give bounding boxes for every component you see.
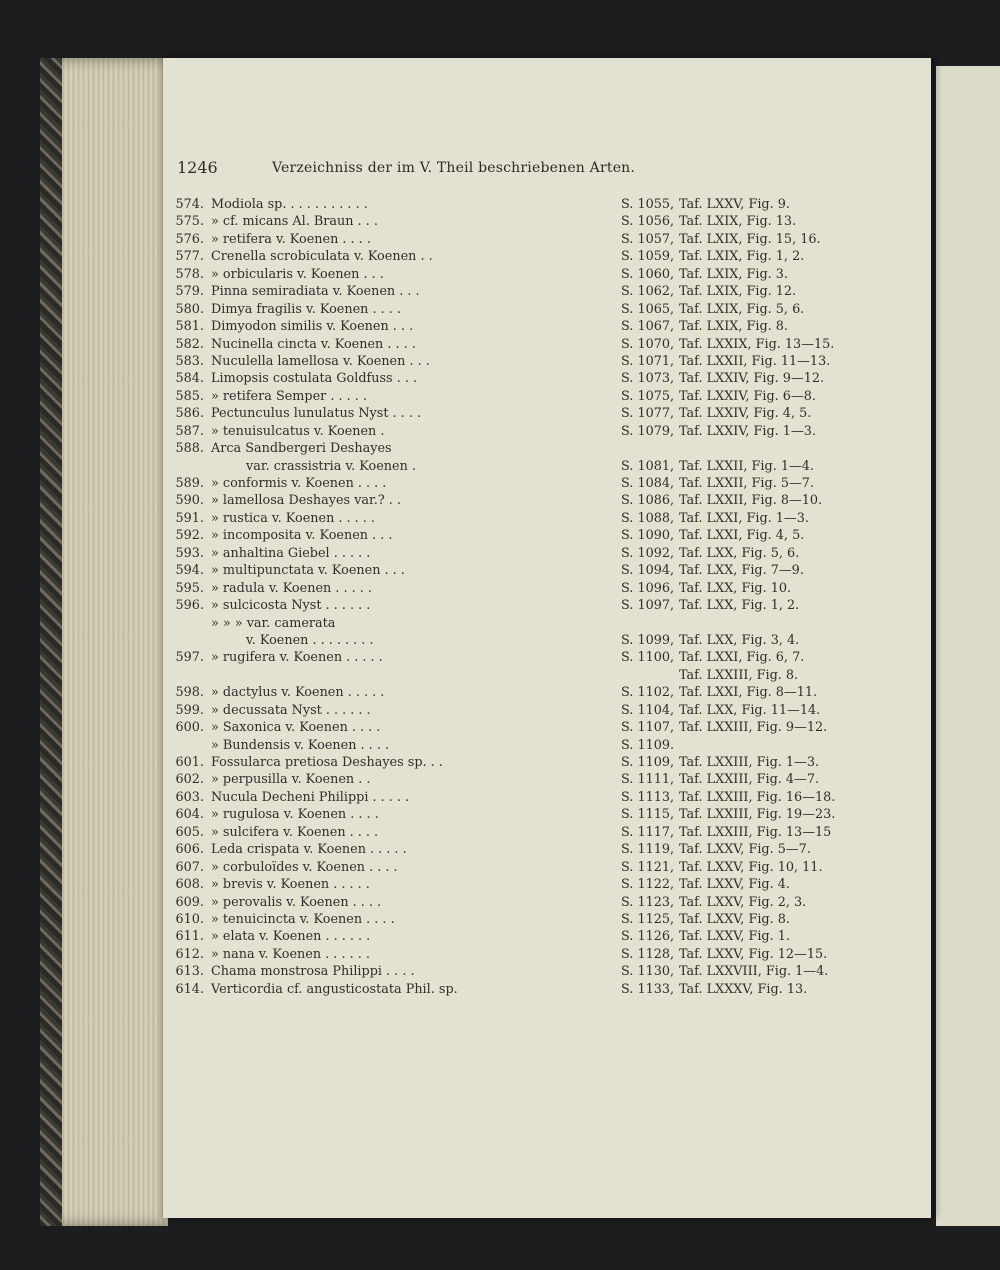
entry-number: 584.: [175, 371, 204, 387]
species-name: » conformis v. Koenen . . . .: [211, 476, 387, 491]
species-name: » tenuicincta v. Koenen . . . .: [211, 911, 395, 927]
species-name: Chama monstrosa Philippi . . . .: [211, 964, 415, 980]
running-title: Verzeichniss der im V. Theil beschriebenen Arten.: [272, 160, 636, 176]
page-reference: S. 1065,: [621, 301, 675, 317]
entry-number: 574.: [175, 197, 204, 212]
index-entry: [170, 860, 870, 877]
species-name: Limopsis costulata Goldfuss . . .: [211, 371, 418, 387]
reference: [621, 424, 816, 439]
page-reference: S. 1073,: [621, 371, 675, 387]
entry-number: 605.: [175, 824, 204, 840]
index-entry: [170, 563, 870, 580]
plate-reference: Taf. LXXIII, Fig. 1—3.: [679, 755, 820, 770]
index-entry: [170, 685, 870, 702]
reference: [621, 598, 799, 613]
species-name: Dimya fragilis v. Koenen . . . .: [211, 301, 401, 317]
reference: [621, 860, 823, 875]
index-entry: [170, 493, 870, 510]
species-name: Nuculella lamellosa v. Koenen . . .: [211, 353, 430, 369]
page-reference: S. 1117,: [621, 824, 675, 840]
page-reference: S. 1090,: [621, 528, 675, 544]
plate-reference: Taf. LXIX, Fig. 3.: [679, 266, 789, 282]
reference: [621, 895, 806, 910]
species-name: » brevis v. Koenen . . . . .: [211, 877, 370, 893]
page-reference: S. 1113,: [621, 789, 675, 805]
index-entry: [170, 650, 870, 667]
reference: [621, 633, 799, 648]
index-entry: [170, 319, 870, 336]
reference: [621, 337, 834, 352]
reference: [621, 668, 798, 683]
reference: [621, 441, 679, 456]
page-reference: S. 1079,: [621, 423, 675, 439]
species-name: Dimyodon similis v. Koenen . . .: [211, 319, 414, 335]
entry-number: 589.: [175, 476, 204, 491]
page-reference: S. 1104,: [621, 702, 675, 718]
index-entry: [170, 772, 870, 789]
reference: [621, 284, 796, 299]
page-reference: S. 1133,: [621, 981, 675, 997]
index-entry: [170, 616, 870, 633]
index-entry: [170, 214, 870, 231]
species-name: » anhaltina Giebel . . . . .: [211, 545, 371, 561]
index-entry: [170, 354, 870, 371]
index-entry: [170, 633, 870, 650]
plate-reference: Taf. LXXV, Fig. 9.: [679, 197, 790, 212]
species-name: » perovalis v. Koenen . . . .: [211, 894, 382, 910]
species-name: » incomposita v. Koenen . . .: [211, 528, 393, 544]
reference: [621, 650, 804, 665]
species-name: » cf. micans Al. Braun . . .: [211, 214, 378, 230]
plate-reference: Taf. LXX, Fig. 3, 4.: [679, 632, 800, 648]
plate-reference: Taf. LXXV, Fig. 5—7.: [679, 842, 811, 858]
page-reference: S. 1115,: [621, 807, 675, 823]
entry-number: 602.: [175, 772, 204, 788]
reference: [621, 825, 831, 840]
species-index-list: [170, 197, 870, 999]
entry-number: 609.: [175, 894, 204, 910]
entry-number: 592.: [175, 528, 204, 544]
entry-number: 595.: [175, 580, 204, 596]
reference: [621, 459, 814, 474]
page-reference: S. 1071,: [621, 353, 675, 369]
entry-number: 585.: [175, 388, 204, 404]
species-name: Verticordia cf. angusticostata Phil. sp.: [211, 981, 458, 997]
index-entry: [170, 546, 870, 563]
plate-reference: Taf. LXXV, Fig. 10, 11.: [679, 859, 823, 875]
page-reference: S. 1130,: [621, 964, 675, 980]
reference: [621, 877, 790, 892]
species-name: » sulcifera v. Koenen . . . .: [211, 824, 379, 840]
entry-number: 581.: [175, 319, 204, 335]
entry-number: 594.: [175, 563, 204, 579]
species-name: » multipunctata v. Koenen . . .: [211, 563, 405, 579]
plate-reference: Taf. LXIX, Fig. 5, 6.: [679, 301, 805, 317]
species-name: » radula v. Koenen . . . . .: [211, 580, 372, 596]
index-entry: [170, 842, 870, 859]
page-reference: S. 1059,: [621, 249, 675, 265]
plate-reference: Taf. LXXIV, Fig. 9—12.: [679, 371, 825, 387]
plate-reference: Taf. LXX, Fig. 10.: [679, 580, 792, 596]
page-reference: S. 1094,: [621, 563, 675, 579]
plate-reference: Taf. LXXV, Fig. 12—15.: [679, 946, 828, 962]
reference: [621, 842, 811, 857]
entry-number: 591.: [175, 510, 204, 526]
page-reference: S. 1123,: [621, 894, 675, 910]
plate-reference: Taf. LXXV, Fig. 2, 3.: [679, 894, 807, 910]
plate-reference: Taf. LXXIX, Fig. 13—15.: [679, 336, 835, 352]
plate-reference: Taf. LXXVIII, Fig. 1—4.: [679, 964, 829, 980]
species-name: » elata v. Koenen . . . . . .: [211, 929, 371, 945]
species-name: » nana v. Koenen . . . . . .: [211, 946, 370, 962]
entry-number: 611.: [175, 929, 204, 945]
reference: [621, 772, 819, 787]
plate-reference: Taf. LXXV, Fig. 8.: [679, 911, 790, 927]
entry-number: 599.: [175, 702, 204, 718]
index-entry: [170, 371, 870, 388]
page-reference: S. 1062,: [621, 284, 675, 300]
index-entry: [170, 197, 870, 214]
plate-reference: Taf. LXXIII, Fig. 19—23.: [679, 807, 836, 823]
reference: [621, 685, 817, 700]
plate-reference: Taf. LXXII, Fig. 5—7.: [679, 476, 814, 491]
species-name: » retifera Semper . . . . .: [211, 388, 367, 404]
entry-number: 613.: [175, 964, 204, 980]
page-reference: S. 1122,: [621, 877, 675, 893]
reference: [621, 703, 820, 718]
index-entry: [170, 738, 870, 755]
page-reference: S. 1109,: [621, 755, 675, 770]
reference: [621, 319, 788, 334]
page-reference: S. 1056,: [621, 214, 675, 230]
entry-number: 612.: [175, 946, 204, 962]
index-entry: [170, 668, 870, 685]
reference: [621, 493, 822, 508]
species-name: » dactylus v. Koenen . . . . .: [211, 685, 385, 701]
index-entry: [170, 947, 870, 964]
entry-number: 603.: [175, 789, 204, 805]
species-name: Pinna semiradiata v. Koenen . . .: [211, 284, 420, 300]
species-name: Crenella scrobiculata v. Koenen . .: [211, 249, 433, 265]
reference: [621, 476, 814, 491]
page-reference: S. 1097,: [621, 598, 675, 614]
entry-number: 610.: [175, 911, 204, 927]
plate-reference: Taf. LXIX, Fig. 8.: [679, 319, 789, 335]
reference: [621, 197, 790, 212]
plate-reference: Taf. LXX, Fig. 7—9.: [679, 563, 804, 579]
entry-number: 604.: [175, 807, 204, 823]
index-entry: [170, 249, 870, 266]
page-reference: S. 1125,: [621, 911, 675, 927]
index-entry: [170, 790, 870, 807]
plate-reference: Taf. LXXXV, Fig. 13.: [679, 981, 808, 997]
reference: [621, 616, 679, 631]
index-entry: [170, 982, 870, 999]
entry-number: 607.: [175, 859, 204, 875]
species-name: var. crassistria v. Koenen .: [246, 458, 416, 474]
plate-reference: Taf. LXXIII, Fig. 8.: [679, 667, 799, 683]
entry-number: 601.: [175, 755, 204, 770]
species-name: » orbicularis v. Koenen . . .: [211, 266, 384, 282]
plate-reference: Taf. LXXIII, Fig. 13—15: [679, 824, 832, 840]
page-reference: S. 1075,: [621, 388, 675, 404]
index-entry: [170, 720, 870, 737]
page-reference: S. 1128,: [621, 946, 675, 962]
entry-number: 606.: [175, 842, 204, 858]
reference: [621, 249, 804, 264]
plate-reference: Taf. LXIX, Fig. 12.: [679, 284, 797, 300]
index-entry: [170, 807, 870, 824]
index-entry: [170, 406, 870, 423]
page-number: 1246: [177, 158, 218, 177]
plate-reference: Taf. LXX, Fig. 11—14.: [679, 702, 821, 718]
species-name: Nucinella cincta v. Koenen . . . .: [211, 336, 416, 352]
index-entry: [170, 459, 870, 476]
species-name: Pectunculus lunulatus Nyst . . . .: [211, 406, 422, 422]
reference: [621, 389, 816, 404]
species-name: » perpusilla v. Koenen . .: [211, 772, 371, 788]
reference: [621, 528, 804, 543]
page-reference: S. 1081,: [621, 458, 675, 474]
index-entry: [170, 825, 870, 842]
index-entry: [170, 302, 870, 319]
species-name: » corbuloïdes v. Koenen . . . .: [211, 859, 398, 875]
species-name: » rugulosa v. Koenen . . . .: [211, 807, 379, 823]
entry-number: 577.: [175, 249, 204, 265]
entry-number: 575.: [175, 214, 204, 230]
page-reference: S. 1119,: [621, 842, 675, 858]
reference: [621, 371, 824, 386]
plate-reference: Taf. LXIX, Fig. 15, 16.: [679, 231, 821, 247]
index-entry: [170, 389, 870, 406]
entry-number: 608.: [175, 877, 204, 893]
species-name: » retifera v. Koenen . . . .: [211, 231, 371, 247]
plate-reference: Taf. LXXIII, Fig. 16—18.: [679, 789, 836, 805]
index-entry: [170, 511, 870, 528]
reference: [621, 720, 827, 735]
plate-reference: Taf. LXIX, Fig. 1, 2.: [679, 249, 805, 265]
species-name: Fossularca pretiosa Deshayes sp. . .: [211, 755, 443, 770]
entry-number: 596.: [175, 598, 204, 614]
index-entry: [170, 598, 870, 615]
page-reference: S. 1107,: [621, 720, 675, 736]
index-entry: [170, 441, 870, 458]
index-entry: [170, 929, 870, 946]
entry-number: 582.: [175, 336, 204, 352]
index-entry: [170, 267, 870, 284]
index-entry: [170, 912, 870, 929]
plate-reference: Taf. LXXI, Fig. 4, 5.: [679, 528, 805, 544]
reference: [621, 912, 790, 927]
plate-reference: Taf. LXXI, Fig. 1—3.: [679, 510, 809, 526]
reference: [621, 354, 830, 369]
reference: [621, 982, 807, 997]
reference: [621, 214, 796, 229]
page-reference: S. 1088,: [621, 510, 675, 526]
plate-reference: Taf. LXXI, Fig. 8—11.: [679, 685, 818, 701]
plate-reference: Taf. LXXV, Fig. 1.: [679, 929, 790, 945]
species-name: » tenuisulcatus v. Koenen .: [211, 423, 385, 439]
page-reference: S. 1121,: [621, 859, 675, 875]
index-entry: [170, 703, 870, 720]
reference: [621, 302, 804, 317]
entry-number: 587.: [175, 423, 204, 439]
index-entry: [170, 877, 870, 894]
page-reference: S. 1109.: [621, 737, 675, 753]
page-reference: S. 1100,: [621, 650, 675, 666]
plate-reference: Taf. LXXII, Fig. 11—13.: [679, 353, 831, 369]
entry-number: 590.: [175, 493, 204, 509]
species-name: v. Koenen . . . . . . . .: [246, 632, 374, 648]
index-entry: [170, 528, 870, 545]
reference: [621, 790, 835, 805]
index-entry: [170, 476, 870, 493]
reference: [621, 511, 809, 526]
entry-number: 579.: [175, 284, 204, 300]
plate-reference: Taf. LXXV, Fig. 4.: [679, 877, 790, 893]
species-name: » rustica v. Koenen . . . . .: [211, 510, 375, 526]
index-entry: [170, 284, 870, 301]
entry-number: 598.: [175, 685, 204, 701]
page-reference: S. 1096,: [621, 580, 675, 596]
page-reference: S. 1102,: [621, 685, 675, 701]
page-header: [177, 158, 777, 177]
facing-page-edge: [936, 66, 1000, 1226]
species-name: Leda crispata v. Koenen . . . . .: [211, 842, 407, 858]
plate-reference: Taf. LXXII, Fig. 8—10.: [679, 493, 823, 509]
plate-reference: Taf. LXXI, Fig. 6, 7.: [679, 650, 805, 666]
index-entry: [170, 755, 870, 772]
plate-reference: Taf. LXXIV, Fig. 6—8.: [679, 388, 816, 404]
page-reference: S. 1126,: [621, 929, 675, 945]
entry-number: 586.: [175, 406, 204, 422]
entry-number: 576.: [175, 231, 204, 247]
page-reference: S. 1086,: [621, 493, 675, 509]
species-name: » Bundensis v. Koenen . . . .: [211, 737, 390, 753]
reference: [621, 964, 828, 979]
reference: [621, 807, 835, 822]
reference: [621, 232, 821, 247]
plate-reference: Taf. LXXII, Fig. 1—4.: [679, 458, 814, 474]
species-name: » » » var. camerata: [211, 615, 336, 631]
page-reference: S. 1084,: [621, 476, 675, 491]
entry-number: 578.: [175, 266, 204, 282]
reference: [621, 267, 788, 282]
entry-number: 614.: [175, 981, 204, 997]
plate-reference: Taf. LXXIV, Fig. 4, 5.: [679, 406, 812, 422]
plate-reference: Taf. LXX, Fig. 5, 6.: [679, 545, 800, 561]
page-reference: S. 1070,: [621, 336, 675, 352]
entry-number: 580.: [175, 301, 204, 317]
index-entry: [170, 232, 870, 249]
entry-number: 597.: [175, 650, 204, 666]
page-reference: S. 1057,: [621, 231, 675, 247]
page-reference: S. 1060,: [621, 266, 675, 282]
page-reference: S. 1111,: [621, 772, 675, 788]
species-name: » sulcicosta Nyst . . . . . .: [211, 598, 371, 614]
reference: [621, 406, 811, 421]
entry-number: 593.: [175, 545, 204, 561]
reference: [621, 947, 827, 962]
species-name: Arca Sandbergeri Deshayes: [211, 441, 392, 457]
entry-number: 600.: [175, 720, 204, 736]
reference: [621, 563, 804, 578]
page-reference: S. 1099,: [621, 632, 675, 648]
index-entry: [170, 895, 870, 912]
reference: [621, 546, 799, 561]
book-page-edges: [40, 58, 168, 1226]
plate-reference: Taf. LXIX, Fig. 13.: [679, 214, 797, 230]
plate-reference: Taf. LXXIII, Fig. 9—12.: [679, 720, 828, 736]
index-entry: [170, 581, 870, 598]
index-entry: [170, 964, 870, 981]
index-entry: [170, 424, 870, 441]
plate-reference: Taf. LXXIII, Fig. 4—7.: [679, 772, 820, 788]
species-name: » lamellosa Deshayes var.? . .: [211, 493, 401, 509]
plate-reference: Taf. LXX, Fig. 1, 2.: [679, 598, 800, 614]
entry-number: 583.: [175, 353, 204, 369]
plate-reference: Taf. LXXIV, Fig. 1—3.: [679, 423, 816, 439]
index-entry: [170, 337, 870, 354]
species-name: » Saxonica v. Koenen . . . .: [211, 720, 381, 736]
page-reference: S. 1055,: [621, 197, 675, 212]
species-name: Modiola sp. . . . . . . . . . .: [211, 197, 368, 212]
reference: [621, 755, 819, 770]
entry-number: 588.: [175, 441, 204, 457]
species-name: Nucula Decheni Philippi . . . . .: [211, 789, 410, 805]
page-reference: S. 1077,: [621, 406, 675, 422]
reference: [621, 581, 791, 596]
species-name: » rugifera v. Koenen . . . . .: [211, 650, 383, 666]
reference: [621, 929, 790, 944]
page-reference: S. 1092,: [621, 545, 675, 561]
page-reference: S. 1067,: [621, 319, 675, 335]
species-name: » decussata Nyst . . . . . .: [211, 702, 371, 718]
reference: [621, 738, 679, 753]
